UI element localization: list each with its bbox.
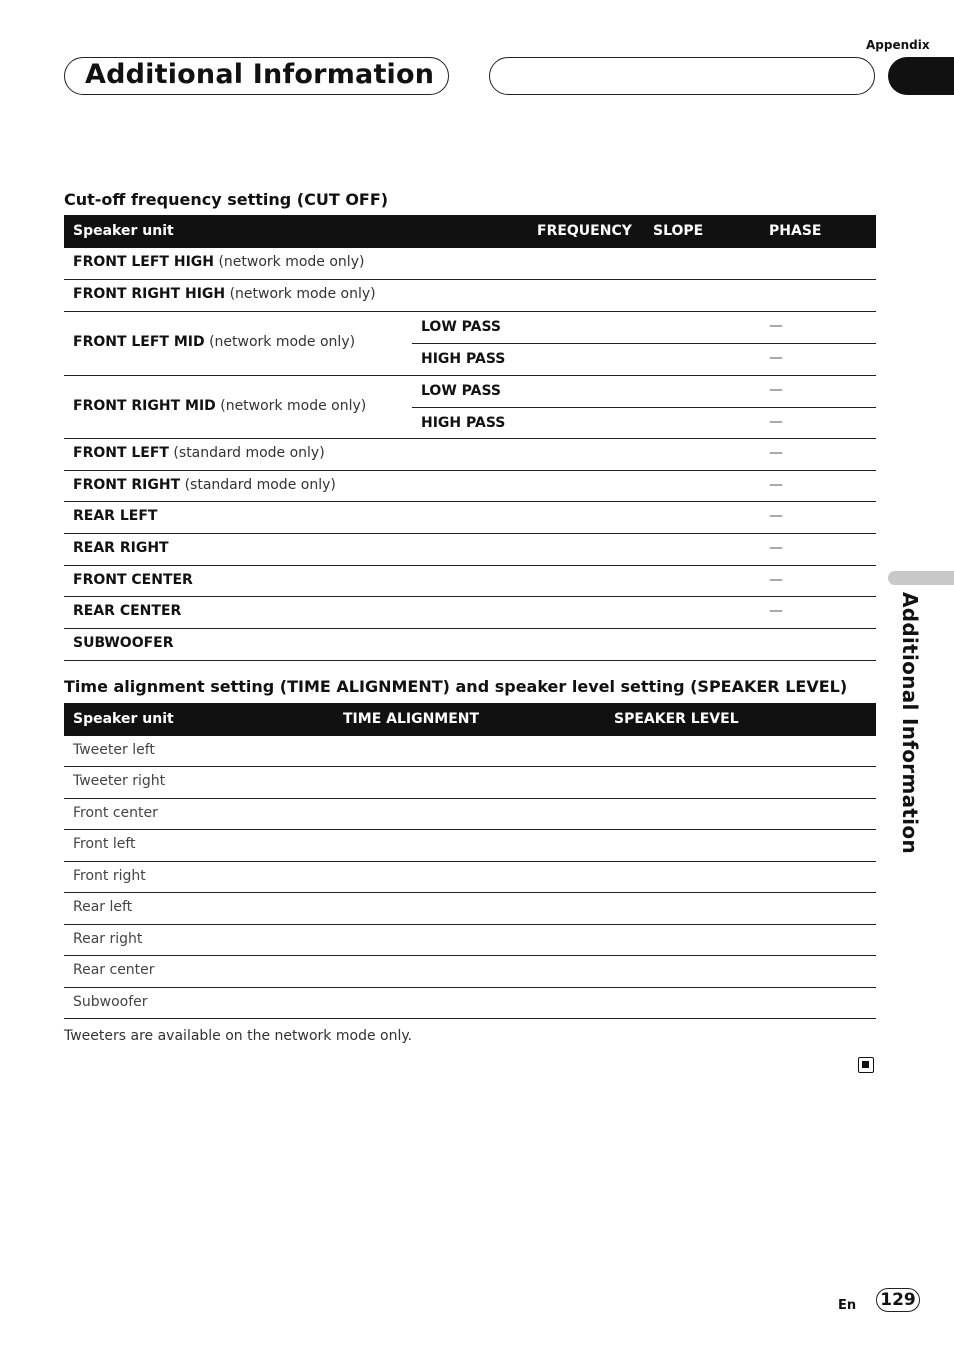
language-label: En — [838, 1298, 857, 1313]
speaker-unit-note: (standard mode only) — [180, 476, 336, 493]
filter-type-label: HIGH PASS — [421, 351, 506, 367]
speaker-unit-note: (network mode only) — [214, 254, 365, 270]
alignment-row — [64, 830, 876, 862]
col-time-alignment: TIME ALIGNMENT — [343, 711, 480, 727]
alignment-row — [64, 925, 876, 956]
speaker-unit-label — [73, 398, 366, 414]
cutoff-row — [64, 248, 876, 280]
col-frequency: FREQUENCY — [537, 223, 632, 239]
alignment-row — [64, 862, 876, 893]
speaker-unit-name: FRONT LEFT MID — [73, 334, 205, 350]
speaker-unit-label: Front center — [73, 804, 158, 821]
speaker-unit-label — [73, 445, 325, 461]
cutoff-row — [64, 439, 876, 471]
speaker-unit-label — [73, 477, 336, 493]
speaker-unit-note: (network mode only) — [225, 286, 376, 302]
filter-sub-row — [412, 344, 876, 376]
speaker-unit-note: (standard mode only) — [168, 445, 325, 461]
filter-sub-row — [412, 312, 876, 344]
speaker-unit-label: Tweeter left — [73, 741, 155, 758]
speaker-unit-label: Rear center — [73, 962, 155, 978]
col-phase: PHASE — [769, 223, 822, 239]
page-title-pill — [64, 57, 449, 95]
cutoff-row — [64, 597, 876, 629]
col-speaker-level: SPEAKER LEVEL — [614, 711, 739, 727]
page-number: 129 — [876, 1288, 920, 1312]
end-mark-icon — [858, 1057, 874, 1073]
phase-na-dash: — — [769, 382, 783, 398]
phase-na-dash: — — [769, 350, 783, 366]
cutoff-table-header — [64, 215, 876, 248]
phase-na-dash: — — [769, 508, 783, 524]
col-speaker-unit-2: Speaker unit — [73, 711, 174, 727]
col-speaker-unit: Speaker unit — [73, 223, 174, 239]
speaker-unit-name: SUBWOOFER — [73, 635, 174, 651]
alignment-row — [64, 799, 876, 830]
alignment-row — [64, 767, 876, 799]
speaker-unit-label — [73, 635, 174, 651]
cutoff-row — [64, 502, 876, 534]
filter-sub-row — [412, 408, 876, 440]
cutoff-row — [64, 629, 876, 661]
speaker-unit-note: (network mode only) — [215, 397, 367, 414]
phase-na-dash: — — [769, 413, 783, 430]
speaker-unit-name: REAR RIGHT — [73, 540, 169, 556]
speaker-unit-name: FRONT RIGHT — [73, 476, 181, 493]
speaker-unit-label: Subwoofer — [73, 993, 148, 1010]
speaker-unit-name: FRONT RIGHT HIGH — [73, 286, 226, 302]
phase-na-dash: — — [769, 571, 783, 588]
cutoff-row — [64, 280, 876, 312]
section-tab-gray — [888, 571, 954, 585]
speaker-unit-name: FRONT LEFT HIGH — [73, 254, 214, 270]
cutoff-row — [64, 566, 876, 597]
speaker-unit-label — [73, 603, 181, 619]
cutoff-row — [64, 471, 876, 502]
speaker-unit-label — [73, 508, 157, 524]
side-section-label: Additional Information — [898, 592, 922, 854]
speaker-unit-name: REAR LEFT — [73, 508, 158, 524]
filter-type-label: HIGH PASS — [421, 414, 506, 431]
filter-sub-row — [412, 376, 876, 408]
speaker-unit-label — [73, 572, 193, 588]
alignment-row — [64, 988, 876, 1019]
phase-na-dash: — — [769, 318, 783, 334]
section-tab-black — [888, 57, 954, 95]
speaker-unit-note: (network mode only) — [204, 334, 356, 350]
speaker-unit-label — [73, 334, 355, 350]
speaker-unit-name: REAR CENTER — [73, 603, 182, 619]
header-empty-pill — [489, 57, 875, 95]
cutoff-heading: Cut-off frequency setting (CUT OFF) — [64, 190, 389, 209]
speaker-unit-label: Rear right — [73, 930, 143, 947]
appendix-label: Appendix — [866, 38, 930, 52]
alignment-row — [64, 956, 876, 988]
speaker-unit-label: Rear left — [73, 899, 133, 915]
phase-na-dash: — — [769, 540, 783, 556]
speaker-unit-name: FRONT CENTER — [73, 571, 193, 588]
filter-type-label: LOW PASS — [421, 383, 501, 399]
speaker-unit-name: FRONT RIGHT MID — [73, 397, 216, 414]
alignment-row — [64, 893, 876, 925]
speaker-unit-label — [73, 286, 376, 302]
alignment-table-header — [64, 703, 876, 736]
col-slope: SLOPE — [653, 223, 704, 239]
page-title: Additional Information — [85, 59, 435, 90]
speaker-unit-label — [73, 254, 364, 270]
filter-type-label: LOW PASS — [421, 319, 501, 335]
phase-na-dash: — — [769, 476, 783, 493]
speaker-unit-label — [73, 540, 169, 556]
speaker-unit-label: Tweeter right — [73, 773, 166, 789]
cutoff-row — [64, 534, 876, 566]
phase-na-dash: — — [769, 603, 783, 619]
alignment-heading: Time alignment setting (TIME ALIGNMENT) and speaker level setting (SPEAKER LEVEL) — [64, 677, 848, 696]
cutoff-row — [64, 376, 876, 439]
footnote: Tweeters are available on the network mode only. — [64, 1028, 413, 1044]
speaker-unit-name: FRONT LEFT — [73, 445, 169, 461]
phase-na-dash: — — [769, 445, 783, 461]
alignment-row — [64, 736, 876, 767]
speaker-unit-label: Front left — [73, 836, 136, 852]
speaker-unit-label: Front right — [73, 867, 146, 884]
cutoff-row — [64, 312, 876, 376]
